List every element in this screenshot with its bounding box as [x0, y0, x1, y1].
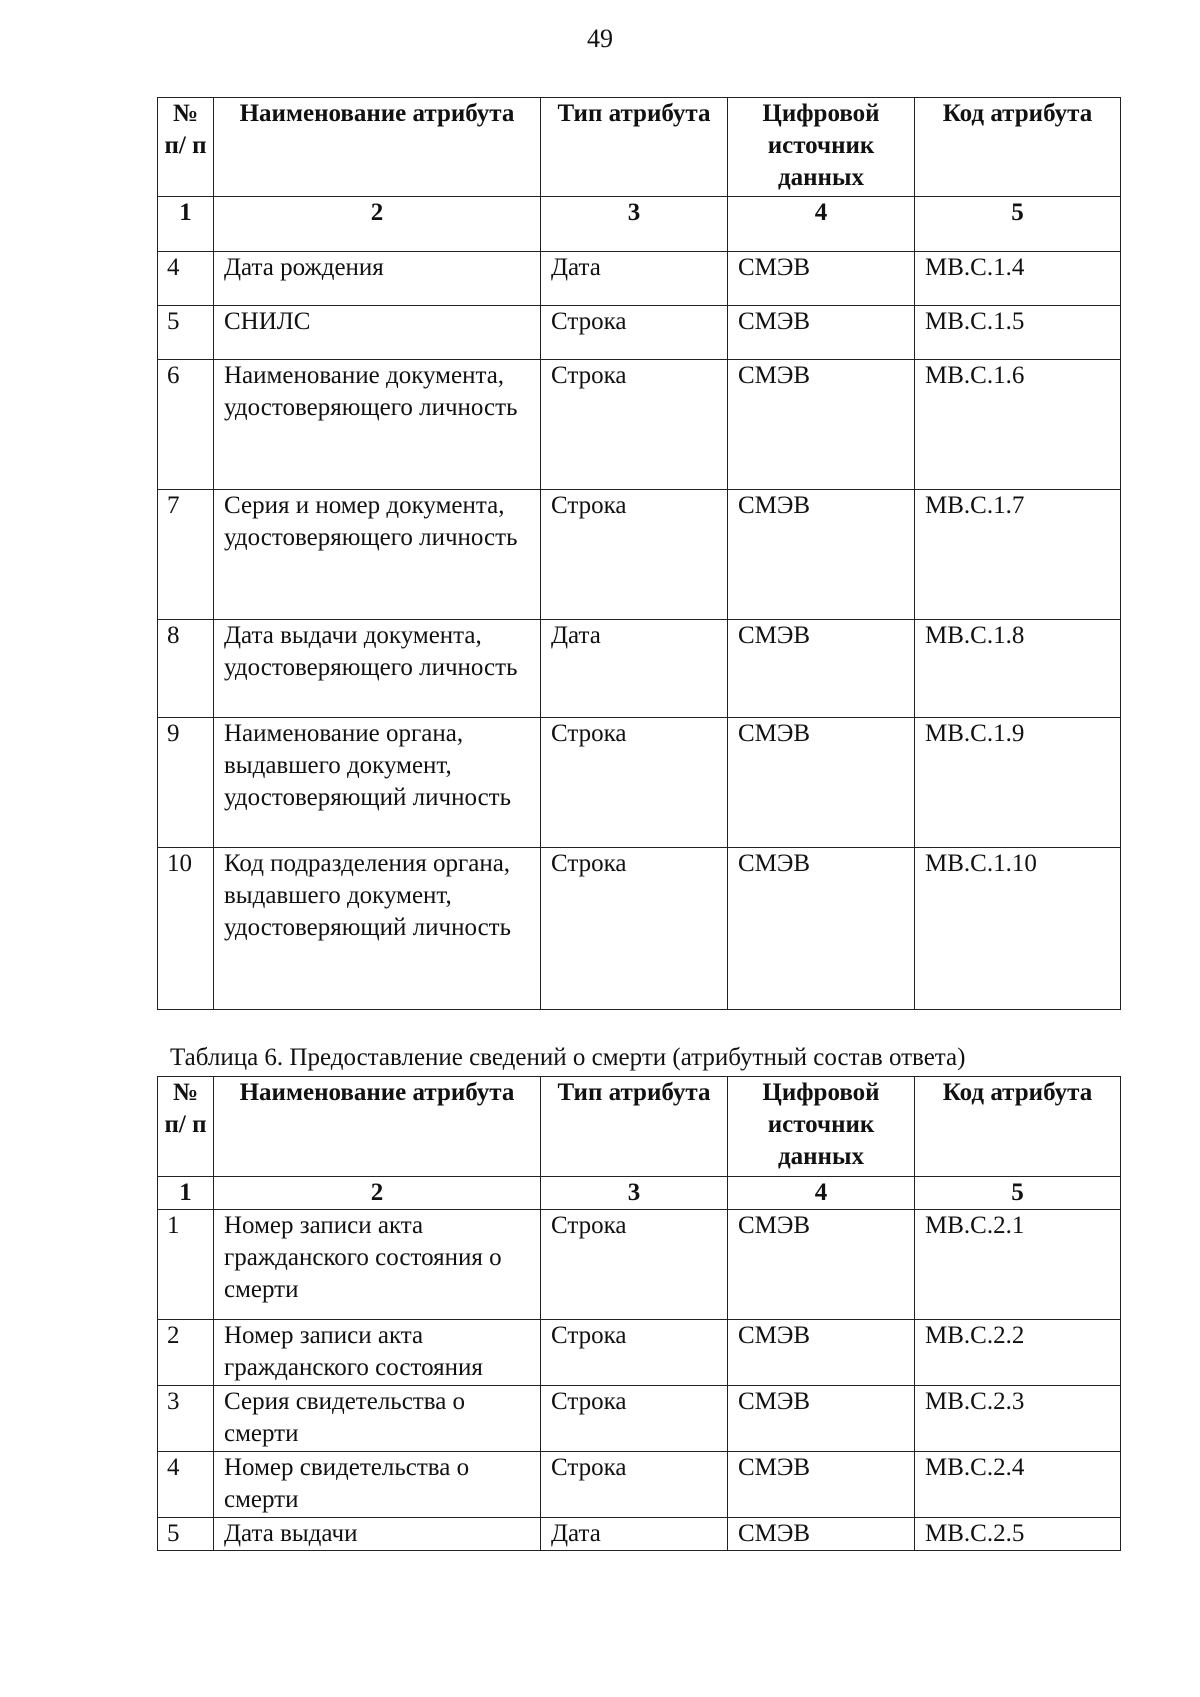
table-row: [158, 252, 1121, 306]
attribute-code: МВ.С.1.4: [915, 252, 1121, 306]
table-row: [158, 1452, 1121, 1518]
row-num: 10: [158, 848, 214, 1010]
header-code: Код атрибута: [915, 1077, 1121, 1177]
data-source: СМЭВ: [728, 1210, 915, 1320]
attribute-name: Дата выдачи: [214, 1518, 541, 1551]
data-source: СМЭВ: [728, 718, 915, 848]
table-row: [158, 1518, 1121, 1551]
column-index: 3: [541, 1177, 728, 1210]
column-index: 3: [541, 197, 728, 252]
row-num: 5: [158, 306, 214, 360]
attribute-code: МВ.С.2.3: [915, 1386, 1121, 1452]
row-num: 9: [158, 718, 214, 848]
header-name: Наименование атрибута: [214, 1077, 541, 1177]
table-row: [158, 490, 1121, 620]
death-info-attributes-table: [157, 1076, 1121, 1551]
attribute-code: МВ.С.2.5: [915, 1518, 1121, 1551]
table-row: [158, 1210, 1121, 1320]
row-num: 5: [158, 1518, 214, 1551]
attribute-type: Строка: [541, 1210, 728, 1320]
attribute-code: МВ.С.1.10: [915, 848, 1121, 1010]
attribute-name: Номер записи акта гражданского состояния: [214, 1320, 541, 1386]
table-row: [158, 306, 1121, 360]
table-row: [158, 848, 1121, 1010]
header-num: № п/ п: [158, 1077, 214, 1177]
column-index-row: [158, 1177, 1121, 1210]
data-source: СМЭВ: [728, 360, 915, 490]
attribute-name: Код подразделения органа, выдавшего документ, удостоверяющий личность: [214, 848, 541, 1010]
row-num: 8: [158, 620, 214, 718]
row-num: 6: [158, 360, 214, 490]
header-name: Наименование атрибута: [214, 98, 541, 197]
attribute-name: Серия свидетельства о смерти: [214, 1386, 541, 1452]
table-row: [158, 620, 1121, 718]
attribute-code: МВ.С.1.5: [915, 306, 1121, 360]
row-num: 4: [158, 1452, 214, 1518]
attribute-type: Строка: [541, 1386, 728, 1452]
attribute-type: Дата: [541, 252, 728, 306]
header-code: Код атрибута: [915, 98, 1121, 197]
attributes-table-continued: [157, 97, 1121, 1010]
table-row: [158, 360, 1121, 490]
attribute-code: МВ.С.1.6: [915, 360, 1121, 490]
attribute-type: Строка: [541, 490, 728, 620]
attribute-type: Дата: [541, 620, 728, 718]
table-row: [158, 718, 1121, 848]
attribute-code: МВ.С.2.4: [915, 1452, 1121, 1518]
column-index-row: [158, 197, 1121, 252]
column-index: 4: [728, 197, 915, 252]
header-type: Тип атрибута: [541, 98, 728, 197]
data-source: СМЭВ: [728, 848, 915, 1010]
attribute-name: Дата выдачи документа, удостоверяющего личность: [214, 620, 541, 718]
attribute-type: Строка: [541, 1320, 728, 1386]
header-source: Цифровой источник данных: [728, 98, 915, 197]
header-source: Цифровой источник данных: [728, 1077, 915, 1177]
attribute-type: Дата: [541, 1518, 728, 1551]
attribute-code: МВ.С.2.2: [915, 1320, 1121, 1386]
attribute-code: МВ.С.1.7: [915, 490, 1121, 620]
column-index: 4: [728, 1177, 915, 1210]
attribute-name: Серия и номер документа, удостоверяющего личность: [214, 490, 541, 620]
attribute-code: МВ.С.1.9: [915, 718, 1121, 848]
column-index: 2: [214, 197, 541, 252]
attribute-code: МВ.С.2.1: [915, 1210, 1121, 1320]
table-header-row: [158, 98, 1121, 197]
attribute-name: Наименование документа, удостоверяющего личность: [214, 360, 541, 490]
attribute-name: Наименование органа, выдавшего документ, удостоверяющий личность: [214, 718, 541, 848]
attribute-name: Дата рождения: [214, 252, 541, 306]
column-index: 1: [158, 197, 214, 252]
table-row: [158, 1386, 1121, 1452]
attribute-type: Строка: [541, 1452, 728, 1518]
row-num: 1: [158, 1210, 214, 1320]
attribute-type: Строка: [541, 306, 728, 360]
attribute-name: СНИЛС: [214, 306, 541, 360]
column-index: 1: [158, 1177, 214, 1210]
page-number: 49: [587, 24, 613, 53]
data-source: СМЭВ: [728, 620, 915, 718]
attribute-type: Строка: [541, 360, 728, 490]
column-index: 2: [214, 1177, 541, 1210]
data-source: СМЭВ: [728, 306, 915, 360]
attribute-name: Номер записи акта гражданского состояния о смерти: [214, 1210, 541, 1320]
attribute-type: Строка: [541, 848, 728, 1010]
data-source: СМЭВ: [728, 1320, 915, 1386]
data-source: СМЭВ: [728, 252, 915, 306]
data-source: СМЭВ: [728, 490, 915, 620]
data-source: СМЭВ: [728, 1386, 915, 1452]
row-num: 3: [158, 1386, 214, 1452]
column-index: 5: [915, 1177, 1121, 1210]
row-num: 7: [158, 490, 214, 620]
header-type: Тип атрибута: [541, 1077, 728, 1177]
attribute-name: Номер свидетельства о смерти: [214, 1452, 541, 1518]
table-row: [158, 1320, 1121, 1386]
attribute-code: МВ.С.1.8: [915, 620, 1121, 718]
column-index: 5: [915, 197, 1121, 252]
table-6-caption: Таблица 6. Предоставление сведений о смерти (атрибутный состав ответа): [170, 1044, 966, 1071]
data-source: СМЭВ: [728, 1452, 915, 1518]
row-num: 2: [158, 1320, 214, 1386]
header-num: № п/ п: [158, 98, 214, 197]
data-source: СМЭВ: [728, 1518, 915, 1551]
table-header-row: [158, 1077, 1121, 1177]
row-num: 4: [158, 252, 214, 306]
attribute-type: Строка: [541, 718, 728, 848]
